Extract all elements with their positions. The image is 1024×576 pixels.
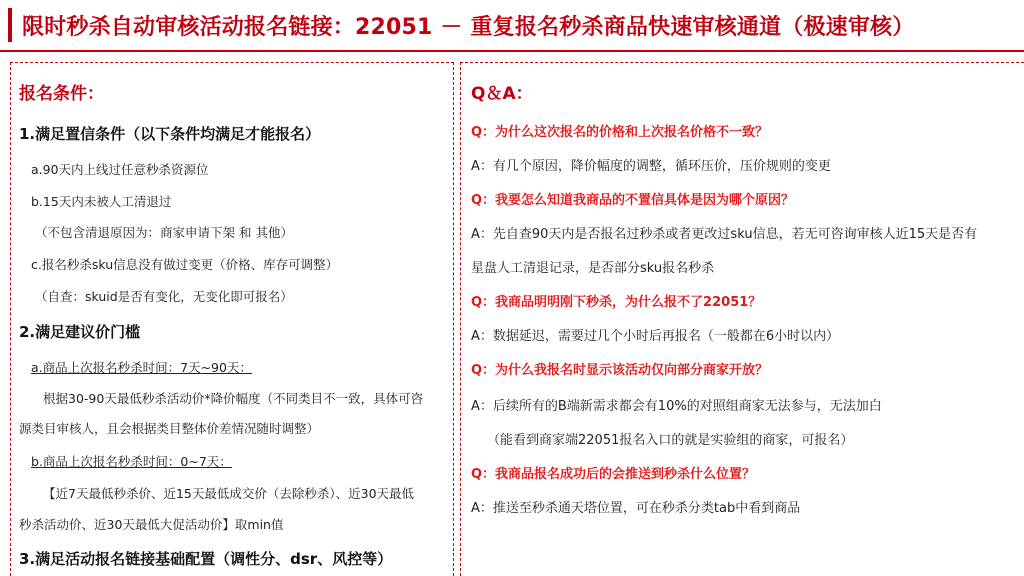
qa-panel [460,62,1024,576]
title-underline [0,50,1024,52]
condition-2b-desc-2: 秒杀活动价、近30天最低大促活动价】取min值 [19,517,284,532]
condition-2a-desc-1: 根据30-90天最低秒杀活动价*降价幅度（不同类目不一致，具体可咨 [43,391,424,406]
title-accent-bar [8,8,12,42]
qa-heading: Q＆A： [471,84,533,104]
page-title: 限时秒杀自动审核活动报名链接：22051 － 重复报名秒杀商品快速审核通道（极速审核） [22,15,915,40]
condition-1c: c.报名秒杀sku信息没有做过变更（价格、库存可调整） [31,257,339,272]
condition-2b: b.商品上次报名秒杀时间：0~7天： [31,454,232,469]
conditions-heading: 报名条件： [19,84,104,104]
condition-1b: b.15天内未被人工清退过 [31,194,172,209]
question-4: Q：为什么我报名时显示该活动仅向部分商家开放？ [471,363,769,378]
title-bar [0,0,1024,52]
conditions-panel [10,62,454,576]
answer-2-line-2: 星盘人工清退记录，是否部分sku报名秒杀 [471,261,715,276]
condition-2a: a.商品上次报名秒杀时间：7天~90天： [31,360,252,375]
condition-1c-note: （自查：skuid是否有变化，无变化即可报名） [35,289,293,304]
question-2: Q：我要怎么知道我商品的不置信具体是因为哪个原因？ [471,193,795,208]
question-3: Q：我商品明明刚下秒杀，为什么报不了22051？ [471,295,762,310]
answer-3: A：数据延迟，需要过几个小时后再报名（一般都在6小时以内） [471,329,840,344]
condition-2-title: 2.满足建议价门槛 [19,323,141,341]
condition-2a-desc-2: 源类目审核人，且会根据类目整体价差情况随时调整） [19,421,320,436]
answer-4-line-1: A：后续所有的B端新需求都会有10%的对照组商家无法参与，无法加白 [471,399,882,414]
condition-2b-desc-1: 【近7天最低秒杀价、近15天最低成交价（去除秒杀）、近30天最低 [43,486,415,501]
answer-5: A：推送至秒杀通天塔位置，可在秒杀分类tab中看到商品 [471,501,801,516]
answer-1: A：有几个原因，降价幅度的调整，循环压价，压价规则的变更 [471,159,831,174]
answer-2-line-1: A：先自查90天内是否报名过秒杀或者更改过sku信息，若无可咨询审核人近15天是否有 [471,227,978,242]
condition-1-title: 1.满足置信条件（以下条件均满足才能报名） [19,125,321,143]
condition-3-title: 3.满足活动报名链接基础配置（调性分、dsr、风控等） [19,550,393,568]
answer-4-line-2: （能看到商家端22051报名入口的就是实验组的商家，可报名） [487,433,854,448]
question-5: Q：我商品报名成功后的会推送到秒杀什么位置？ [471,467,756,482]
question-1: Q：为什么这次报名的价格和上次报名价格不一致？ [471,125,769,140]
condition-1a: a.90天内上线过任意秒杀资源位 [31,162,209,177]
condition-1b-note: （不包含清退原因为：商家申请下架 和 其他） [35,225,293,240]
